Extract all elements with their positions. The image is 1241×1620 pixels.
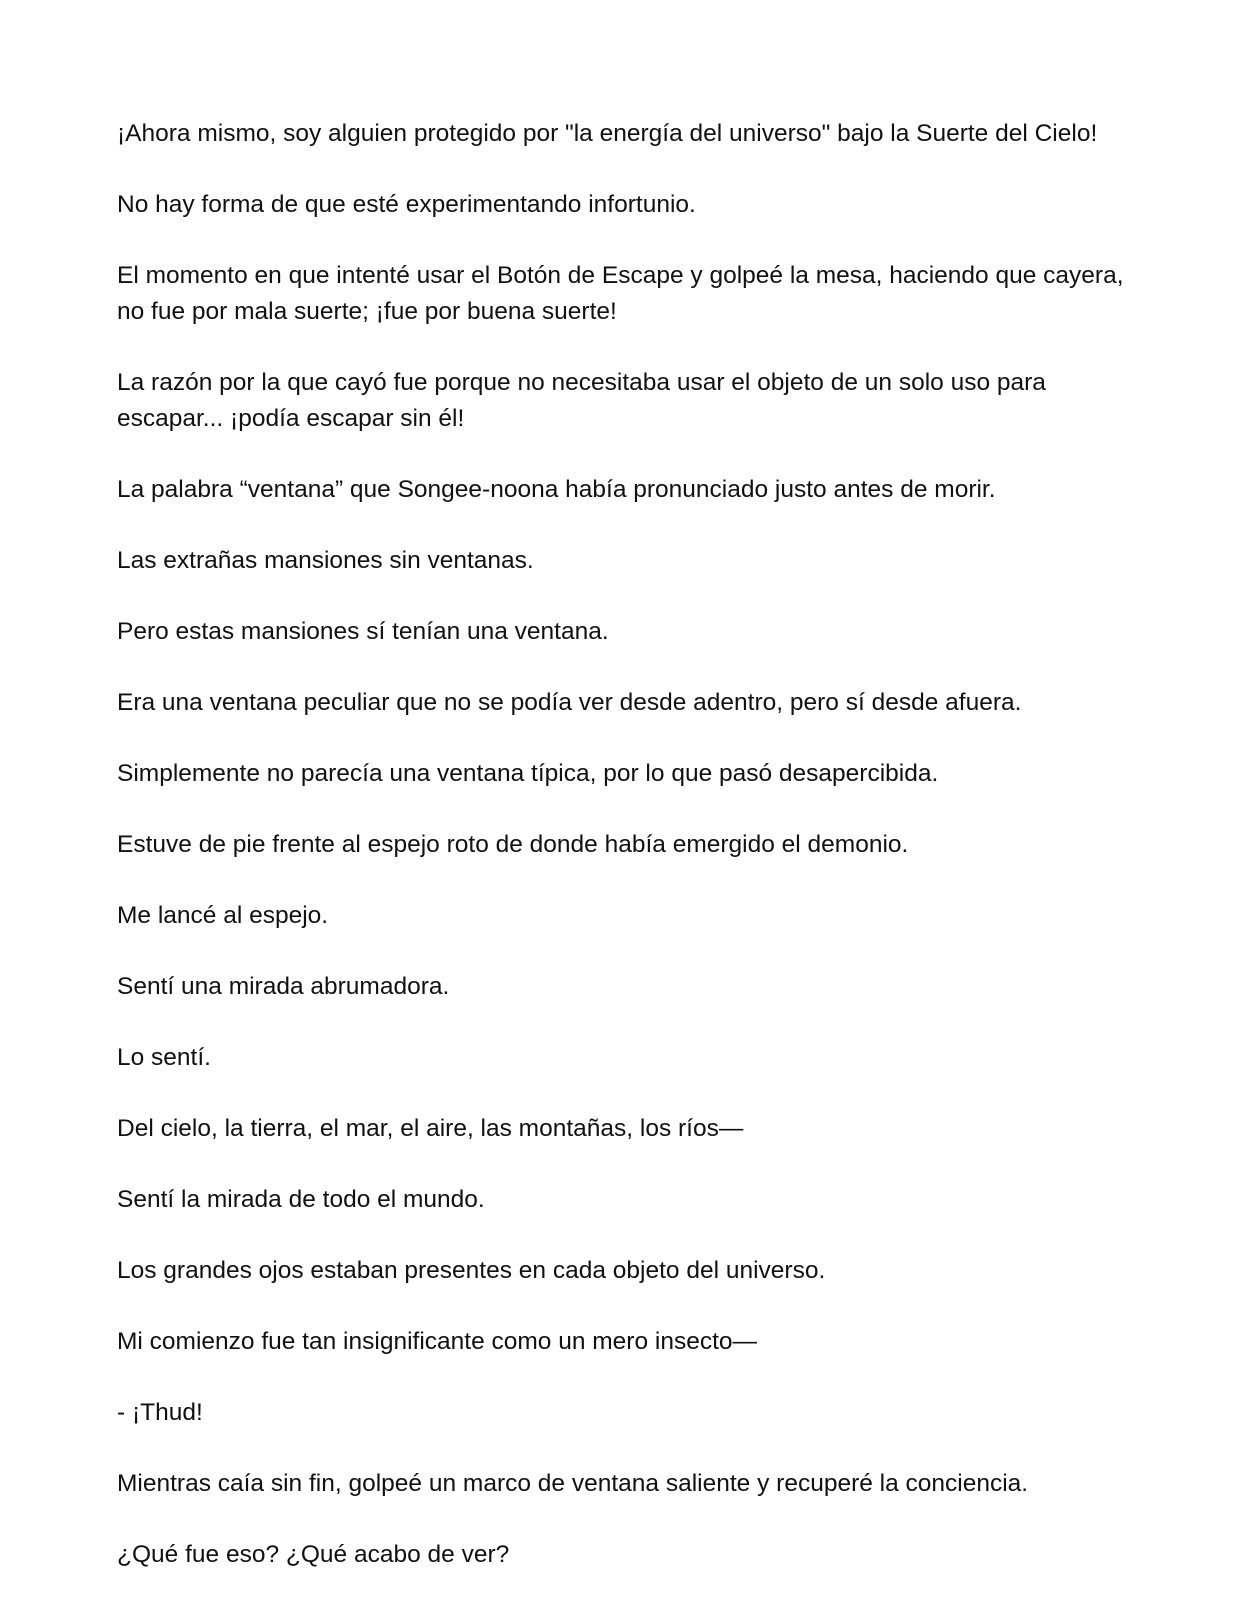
text-body: [117, 116, 1127, 1608]
paragraph: Estuve de pie frente al espejo roto de donde había emergido el demonio.: [117, 831, 909, 858]
paragraph: ¿Qué fue eso? ¿Qué acabo de ver?: [117, 1541, 510, 1568]
paragraph: Lo sentí.: [117, 1044, 211, 1071]
paragraph: Del cielo, la tierra, el mar, el aire, las montañas, los ríos—: [117, 1115, 744, 1142]
paragraph: Simplemente no parecía una ventana típica, por lo que pasó desapercibida.: [117, 760, 939, 787]
paragraph: Mi comienzo fue tan insignificante como un mero insecto—: [117, 1328, 758, 1355]
paragraph: El momento en que intenté usar el Botón de Escape y golpeé la mesa, haciendo que cayera, no fue por mala suerte; ¡fue por buena suerte!: [117, 262, 1124, 325]
paragraph: - ¡Thud!: [117, 1399, 203, 1426]
paragraph: Sentí la mirada de todo el mundo.: [117, 1186, 485, 1213]
paragraph: No hay forma de que esté experimentando infortunio.: [117, 191, 696, 218]
paragraph: Mientras caía sin fin, golpeé un marco de ventana saliente y recuperé la conciencia.: [117, 1470, 1029, 1497]
paragraph: Los grandes ojos estaban presentes en cada objeto del universo.: [117, 1257, 826, 1284]
paragraph: Era una ventana peculiar que no se podía ver desde adentro, pero sí desde afuera.: [117, 689, 1022, 716]
paragraph: La palabra “ventana” que Songee-noona había pronunciado justo antes de morir.: [117, 476, 996, 503]
paragraph: Me lancé al espejo.: [117, 902, 329, 929]
paragraph: Sentí una mirada abrumadora.: [117, 973, 450, 1000]
paragraph: Pero estas mansiones sí tenían una ventana.: [117, 618, 609, 645]
paragraph: Las extrañas mansiones sin ventanas.: [117, 547, 534, 574]
paragraph: La razón por la que cayó fue porque no necesitaba usar el objeto de un solo uso para escapar... ¡podía escapar sin él!: [117, 369, 1046, 432]
paragraph: ¡Ahora mismo, soy alguien protegido por "la energía del universo" bajo la Suerte del Cielo!: [117, 120, 1098, 147]
